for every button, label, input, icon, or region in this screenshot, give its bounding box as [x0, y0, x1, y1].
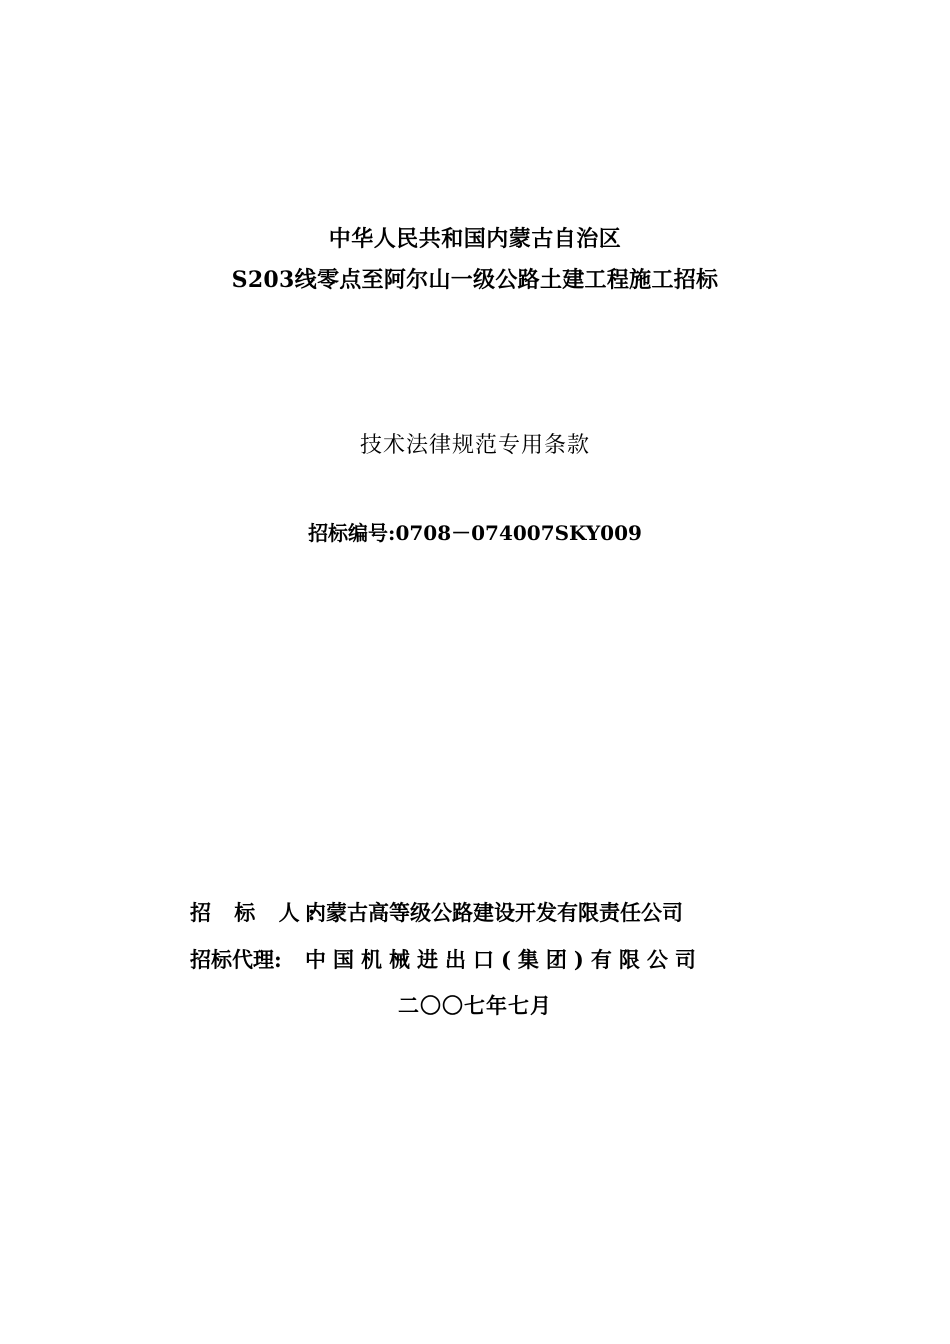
bid-number: 招标编号:0708－074007SKY009: [308, 521, 642, 545]
tenderer-label: 招 标 人:: [190, 900, 324, 925]
tenderer-value: 内蒙古高等级公路建设开发有限责任公司: [305, 900, 683, 925]
document-date: 二〇〇七年七月: [398, 993, 552, 1018]
agent-label: 招标代理:: [190, 947, 282, 972]
agent-row: [190, 944, 750, 974]
document-subtitle: 技术法律规范专用条款: [359, 433, 590, 458]
tenderer-row: [190, 897, 750, 927]
title-line-2: S203线零点至阿尔山一级公路土建工程施工招标: [231, 267, 719, 293]
agent-value: 中国机械进出口(集团)有限公司: [305, 947, 703, 972]
title-line-1: 中华人民共和国内蒙古自治区: [328, 226, 622, 252]
